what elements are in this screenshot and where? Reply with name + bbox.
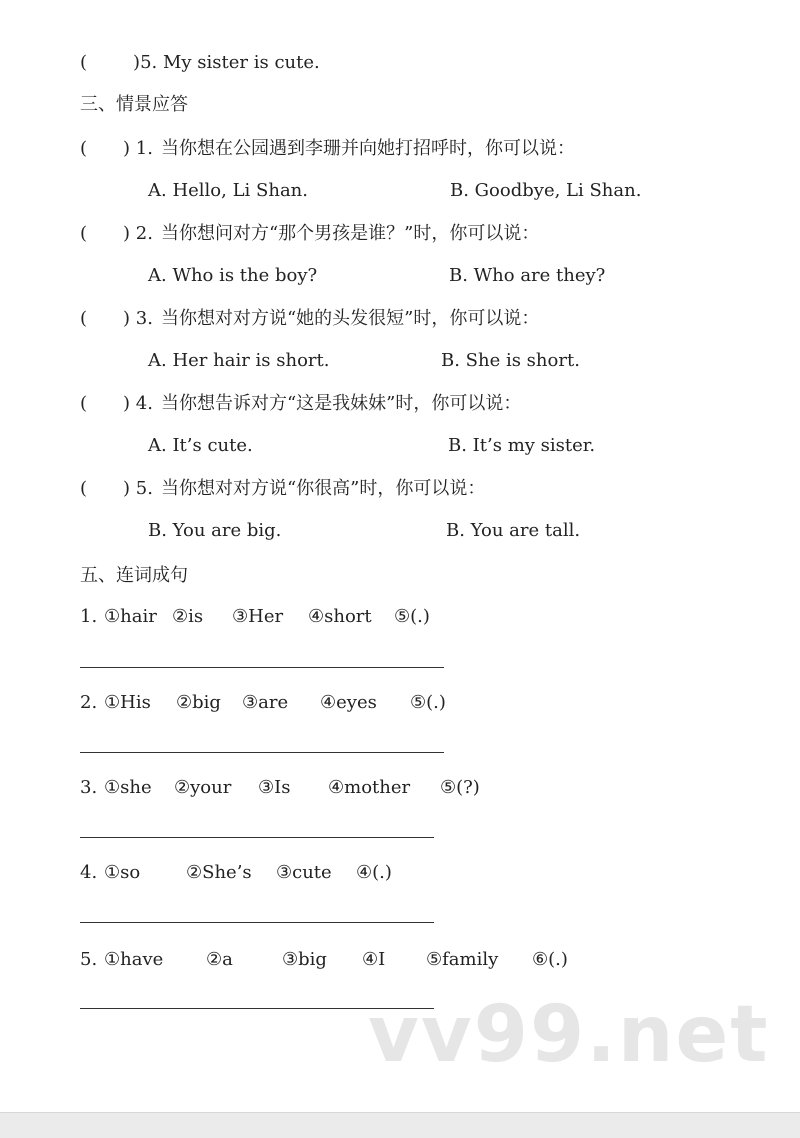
question-number: ) 1. bbox=[123, 138, 153, 159]
answer-blank-line[interactable] bbox=[80, 922, 434, 923]
option-a: B. You are big. bbox=[148, 520, 282, 541]
section-5-heading: 五、连词成句 bbox=[80, 565, 188, 586]
word-token: ④short bbox=[308, 606, 372, 627]
word-token: ④(.) bbox=[356, 862, 392, 883]
word-token: ②is bbox=[172, 606, 204, 627]
word-token: ③big bbox=[282, 949, 327, 970]
word-token: ③Is bbox=[258, 777, 291, 798]
section-3-heading: 三、情景应答 bbox=[80, 94, 188, 115]
question-prompt: 当你想对对方说“你很高”时，你可以说： bbox=[160, 478, 486, 499]
word-token: ③are bbox=[242, 692, 289, 713]
option-a: A. It’s cute. bbox=[148, 435, 253, 456]
question-number: ) 2. bbox=[123, 223, 153, 244]
part2-item-5 bbox=[80, 52, 320, 74]
word-token: ②big bbox=[176, 692, 221, 713]
item-number: 5. bbox=[80, 949, 98, 970]
question-prompt: 当你想问对方“那个男孩是谁？”时，你可以说： bbox=[160, 223, 540, 244]
option-a: A. Her hair is short. bbox=[148, 350, 330, 371]
answer-paren-open: ( bbox=[80, 308, 88, 329]
word-token: ①have bbox=[104, 949, 164, 970]
watermark-text: vv99.net bbox=[368, 990, 770, 1080]
answer-paren-open: ( bbox=[80, 478, 88, 499]
answer-paren-open: ( bbox=[80, 223, 88, 244]
item-number: 1. bbox=[80, 606, 98, 627]
question-4 bbox=[80, 393, 521, 415]
option-a: A. Hello, Li Shan. bbox=[148, 180, 308, 201]
item-number: 4. bbox=[80, 862, 98, 883]
question-prompt: 当你想对对方说“她的头发很短”时，你可以说： bbox=[160, 308, 540, 329]
answer-paren-open: ( bbox=[80, 52, 88, 73]
word-token: ②your bbox=[174, 777, 232, 798]
word-token: ⑤(.) bbox=[410, 692, 446, 713]
word-token: ⑤(.) bbox=[394, 606, 430, 627]
answer-paren-open: ( bbox=[80, 138, 88, 159]
question-5 bbox=[80, 478, 485, 500]
question-prompt: 当你想在公园遇到李珊并向她打招呼时，你可以说： bbox=[160, 138, 575, 159]
viewer-bottom-bar bbox=[0, 1112, 800, 1138]
answer-blank-line[interactable] bbox=[80, 752, 444, 753]
question-number: ) 5. bbox=[123, 478, 153, 499]
option-b: B. You are tall. bbox=[446, 520, 581, 541]
option-b: B. Who are they? bbox=[449, 265, 606, 286]
option-b: B. It’s my sister. bbox=[448, 435, 596, 456]
answer-paren-open: ( bbox=[80, 393, 88, 414]
question-number: ) 3. bbox=[123, 308, 153, 329]
answer-blank-line[interactable] bbox=[80, 837, 434, 838]
answer-blank-line[interactable] bbox=[80, 667, 444, 668]
item-number: 2. bbox=[80, 692, 98, 713]
word-token: ③Her bbox=[232, 606, 284, 627]
item-number: 3. bbox=[80, 777, 98, 798]
question-2 bbox=[80, 223, 539, 245]
word-token: ⑥(.) bbox=[532, 949, 568, 970]
word-token: ①so bbox=[104, 862, 141, 883]
question-prompt: 当你想告诉对方“这是我妹妹”时，你可以说： bbox=[160, 393, 522, 414]
word-token: ①hair bbox=[104, 606, 157, 627]
word-token: ⑤(?) bbox=[440, 777, 480, 798]
item-text: 5. My sister is cute. bbox=[140, 52, 320, 73]
option-a: A. Who is the boy? bbox=[148, 265, 318, 286]
word-token: ①His bbox=[104, 692, 151, 713]
question-1 bbox=[80, 138, 575, 160]
word-token: ①she bbox=[104, 777, 152, 798]
answer-paren-close: ) bbox=[133, 52, 141, 73]
word-token: ③cute bbox=[276, 862, 332, 883]
question-number: ) 4. bbox=[123, 393, 153, 414]
word-token: ④I bbox=[362, 949, 386, 970]
option-b: B. She is short. bbox=[441, 350, 580, 371]
word-token: ④eyes bbox=[320, 692, 377, 713]
word-token: ②She’s bbox=[186, 862, 252, 883]
option-b: B. Goodbye, Li Shan. bbox=[450, 180, 642, 201]
question-3 bbox=[80, 308, 539, 330]
word-token: ⑤family bbox=[426, 949, 499, 970]
word-token: ②a bbox=[206, 949, 233, 970]
word-token: ④mother bbox=[328, 777, 411, 798]
